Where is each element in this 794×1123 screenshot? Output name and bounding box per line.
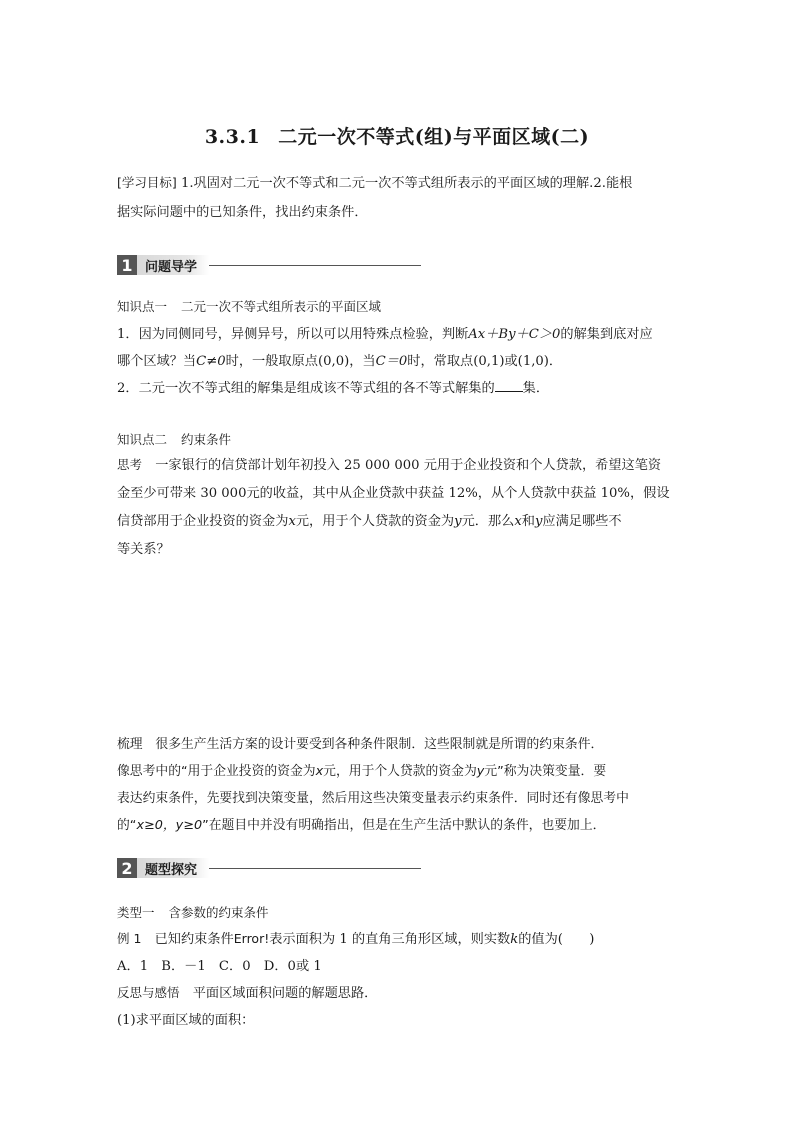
section-label-1: 问题导学 (137, 255, 209, 275)
summary-text-4b: ”在题目中并没有明确指出，但是在生产生活中默认的条件，也要加上． (202, 818, 606, 833)
summary-line-2 (117, 760, 697, 779)
think-text-3b: 元，用于个人贷款的资金为 (295, 514, 455, 529)
summary-text-1: 很多生产生活方案的设计要受到各种条件限制．这些限制就是所谓的约束条件． (155, 737, 604, 752)
summary-nonneg-expr: x≥0，y≥0 (136, 818, 203, 833)
summary-label: 梳理 (117, 737, 143, 752)
example1-options: A．1 B．－1 C．0 D．0或 1 (117, 959, 322, 974)
think-label: 思考 (117, 457, 143, 472)
section-number-2: 2 (117, 858, 137, 878)
kp1-item1-line1 (117, 323, 697, 342)
summary-line-1 (117, 733, 697, 752)
kp1-item1-text-b: 的解集到底对应 (560, 327, 653, 342)
section-number-1: 1 (117, 255, 137, 275)
type1-title: 含参数的约束条件 (168, 905, 269, 920)
kp1-label: 知识点一 (117, 299, 168, 314)
section-label-2: 题型探究 (137, 858, 209, 878)
reflection-text: 平面区域面积问题的解题思路． (192, 986, 378, 1001)
kp1-item2-text-b: 集． (522, 381, 550, 396)
kp1-item1-line2 (117, 350, 697, 369)
objective-line-1 (117, 172, 697, 191)
think-line-1 (117, 454, 697, 473)
reflection-line (117, 982, 697, 1001)
kp1-item1-text-d: 时，一般取原点(0,0)，当 (225, 354, 376, 369)
think-line-4: 等关系？ (117, 542, 170, 557)
type1-label: 类型一 (117, 905, 155, 920)
kp1-title: 二元一次不等式组所表示的平面区域 (181, 299, 382, 314)
kp1-item2-text-a: 2．二元一次不等式组的解集是组成该不等式组的各不等式解集的 (117, 381, 495, 396)
kp1-cond-c-nonzero: C≠0 (196, 354, 226, 369)
summary-line-3: 表达约束条件，先要找到决策变量，然后用这些决策变量表示约束条件．同时还有像思考中 (117, 791, 629, 806)
page-title (0, 122, 794, 149)
kp1-item2 (117, 377, 697, 396)
example1-text-c: 的值为( ) (518, 932, 595, 947)
example1-label: 例 1 (117, 931, 142, 946)
knowledge-point-2-heading (117, 430, 231, 448)
section-rule-1 (209, 265, 421, 266)
objective-text-1: 1.巩固对二元一次不等式和二元一次不等式组所表示的平面区域的理解.2.能根 (180, 176, 633, 191)
think-text-1: 一家银行的信贷部计划年初投入 25 000 000 元用于企业投资和个人贷款，希望这笔资 (155, 458, 662, 473)
think-text-3a: 信贷部用于企业投资的资金为 (117, 514, 289, 529)
kp1-item1-text-e: 时，常取点(0,1)或(1,0)． (407, 354, 563, 369)
summary-line-4 (117, 814, 697, 833)
think-line-3 (117, 510, 697, 529)
example1-error-text: Error! (233, 931, 270, 946)
kp1-item1-text-c: 哪个区域？当 (117, 354, 197, 369)
example1-text-a: 已知约束条件 (154, 932, 234, 947)
summary-var-y: y (476, 764, 485, 779)
var-x: x (288, 514, 296, 529)
title-number: 3.3.1 (204, 126, 261, 148)
var-y-2: y (534, 514, 543, 529)
summary-text-4a: 的“ (117, 818, 137, 833)
example1-text-b: 表示面积为 1 的直角三角形区域，则实数 (269, 932, 511, 947)
knowledge-point-1-heading (117, 297, 381, 315)
think-text-3d: 和 (521, 514, 535, 529)
kp2-label: 知识点二 (117, 432, 168, 447)
reflection-label: 反思与感悟 (117, 985, 180, 1000)
type1-heading (117, 903, 269, 921)
summary-text-2a: 像思考中的“用于企业投资的资金为 (117, 764, 316, 779)
think-text-3e: 应满足哪些不 (542, 514, 622, 529)
summary-text-2c: 元”称为决策变量．要 (484, 764, 607, 779)
step1-line: (1)求平面区域的面积： (117, 1013, 255, 1028)
section-banner-1 (117, 254, 421, 276)
var-k: k (510, 932, 519, 947)
objective-label: [学习目标] (117, 175, 177, 190)
section-rule-2 (209, 868, 421, 869)
summary-var-x: x (315, 764, 324, 779)
title-text: 二元一次不等式(组)与平面区域(二) (278, 126, 590, 148)
section-banner-2 (117, 857, 421, 879)
fill-blank[interactable] (495, 378, 523, 392)
kp2-title: 约束条件 (181, 432, 232, 447)
example1-line (117, 928, 697, 947)
var-x-2: x (514, 514, 522, 529)
var-y: y (454, 514, 462, 529)
summary-text-2b: 元，用于个人贷款的资金为 (323, 764, 477, 779)
think-text-3c: 元．那么 (461, 514, 515, 529)
think-line-2: 金至少可带来 30 000元的收益，其中从企业贷款中获益 12%，从个人贷款中获益 10%，假设 (117, 486, 670, 501)
kp1-inequality: Ax＋By＋C＞0 (468, 327, 561, 342)
objective-line-2: 据实际问题中的已知条件，找出约束条件． (117, 205, 368, 220)
kp1-cond-c-zero: C＝0 (375, 354, 408, 369)
kp1-item1-text-a: 1．因为同侧同号，异侧异号，所以可以用特殊点检验，判断 (117, 327, 469, 342)
